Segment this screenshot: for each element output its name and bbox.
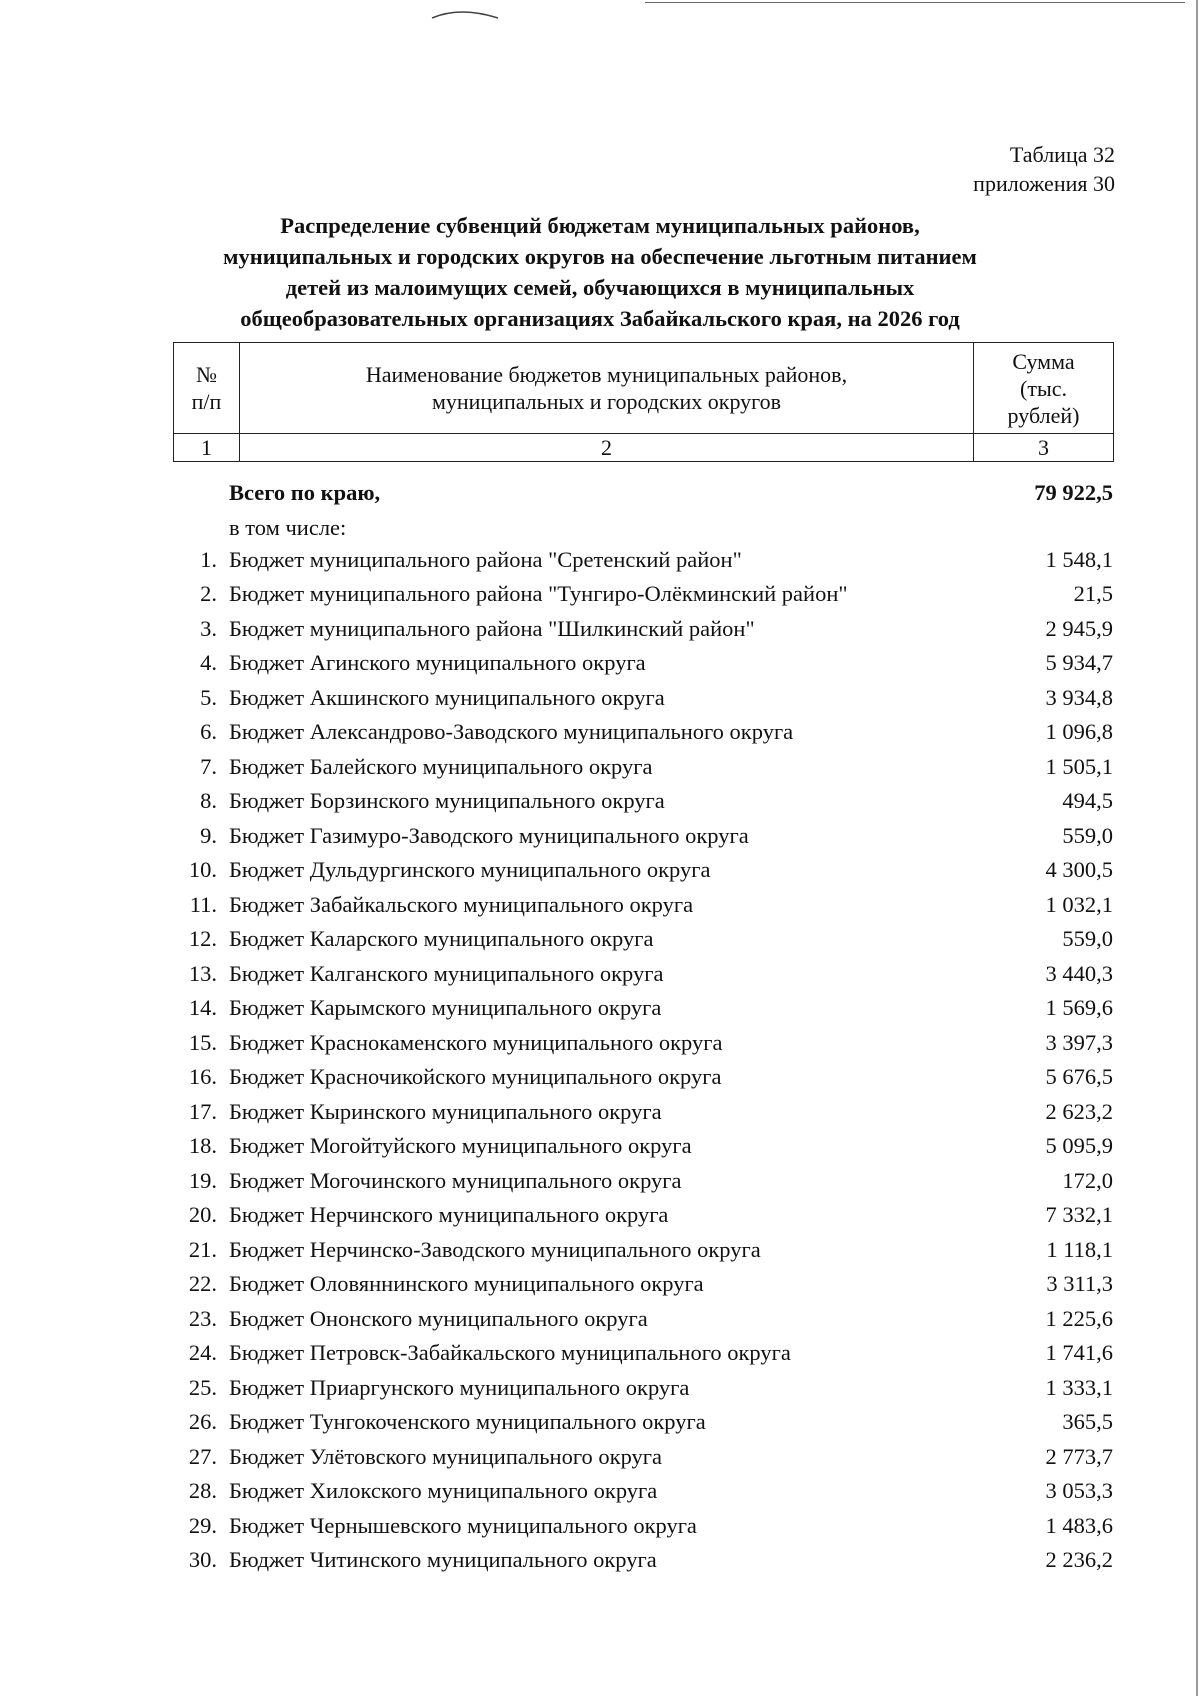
- row-name: Бюджет Ононского муниципального округа: [229, 1305, 648, 1331]
- table-row: [173, 648, 1113, 683]
- row-number: 24.: [188, 1340, 217, 1365]
- row-name: Бюджет Улётовского муниципального округа: [229, 1443, 662, 1469]
- table-row: [173, 1373, 1113, 1408]
- table-row: [173, 683, 1113, 718]
- row-name: Бюджет Нерчинско-Заводского муниципального округа: [229, 1236, 761, 1262]
- table-row: [173, 1200, 1113, 1235]
- row-number: 30.: [188, 1547, 217, 1572]
- row-amount: 559,0: [1062, 926, 1113, 951]
- row-number: 16.: [188, 1064, 217, 1089]
- row-amount: 1 483,6: [1045, 1512, 1113, 1538]
- row-name: Бюджет Забайкальского муниципального округа: [229, 891, 694, 917]
- column-number: 1: [174, 434, 240, 462]
- table-row: [173, 1235, 1113, 1270]
- row-name: Бюджет Приаргунского муниципального округа: [229, 1374, 690, 1400]
- row-number: 3.: [200, 615, 217, 641]
- table-row: [173, 855, 1113, 890]
- table-row: [173, 1476, 1113, 1511]
- row-name: Бюджет Кыринского муниципального округа: [229, 1098, 662, 1124]
- row-amount: 1 118,1: [1046, 1236, 1113, 1262]
- table-row: [173, 1338, 1113, 1373]
- table-row: [173, 1407, 1113, 1442]
- row-amount: 2 236,2: [1045, 1547, 1113, 1572]
- row-amount: 494,5: [1062, 788, 1113, 813]
- row-number: 27.: [188, 1443, 217, 1469]
- subtotal-label: в том числе:: [229, 514, 347, 540]
- title-line: детей из малоимущих семей, обучающихся в муниципальных: [285, 275, 915, 300]
- row-name: Бюджет Газимуро-Заводского муниципального округа: [229, 822, 749, 848]
- row-name: Бюджет муниципального района "Тунгиро-Олёкминский район": [229, 581, 848, 606]
- row-number: 10.: [188, 857, 217, 882]
- row-name: Бюджет Каларского муниципального округа: [229, 926, 654, 951]
- table-row: [173, 821, 1113, 856]
- row-amount: 1 225,6: [1045, 1305, 1113, 1331]
- table-row: [173, 786, 1113, 821]
- row-amount: 1 333,1: [1045, 1374, 1113, 1400]
- row-name: Бюджет муниципального района "Шилкинский район": [229, 615, 755, 641]
- title-line: Распределение субвенций бюджетам муниципальных районов,: [280, 213, 920, 238]
- row-name: Бюджет Акшинского муниципального округа: [229, 684, 665, 710]
- row-amount: 2 623,2: [1045, 1098, 1113, 1124]
- total-label: Всего по краю,: [229, 480, 381, 505]
- row-number: 7.: [200, 753, 217, 779]
- appendix-reference: приложения 30: [973, 171, 1115, 196]
- row-number: 28.: [188, 1478, 217, 1503]
- table-row: [173, 579, 1113, 614]
- row-name: Бюджет Могойтуйского муниципального округа: [229, 1133, 692, 1158]
- row-number: 14.: [188, 995, 217, 1020]
- table-row: [173, 993, 1113, 1028]
- title-line: общеобразовательных организациях Забайкальского края, на 2026 год: [240, 306, 960, 331]
- row-amount: 21,5: [1073, 581, 1113, 606]
- row-number: 13.: [188, 960, 217, 986]
- row-number: 12.: [188, 926, 217, 951]
- row-number: 5.: [200, 684, 217, 710]
- row-amount: 559,0: [1062, 822, 1113, 848]
- table-row: [173, 1442, 1113, 1477]
- row-amount: 5 934,7: [1045, 650, 1113, 675]
- row-name: Бюджет Карымского муниципального округа: [229, 995, 662, 1020]
- row-name: Бюджет Оловяннинского муниципального округа: [229, 1271, 704, 1296]
- table-row: [173, 959, 1113, 994]
- row-name: Бюджет Нерчинского муниципального округа: [229, 1202, 669, 1227]
- table-body: [173, 478, 1113, 1580]
- row-number: 4.: [200, 650, 217, 675]
- row-number: 6.: [200, 719, 217, 744]
- total-amount: 79 922,5: [1034, 480, 1113, 505]
- header-num: № п/п: [174, 343, 240, 434]
- title-line: муниципальных и городских округов на обеспечение льготным питанием: [223, 244, 977, 269]
- row-name: Бюджет Агинского муниципального округа: [229, 650, 646, 675]
- table-row: [173, 924, 1113, 959]
- row-amount: 2 773,7: [1045, 1443, 1113, 1469]
- row-name: Бюджет Читинского муниципального округа: [229, 1547, 657, 1572]
- table-row: [173, 1131, 1113, 1166]
- row-amount: 3 397,3: [1045, 1029, 1113, 1055]
- row-number: 8.: [200, 788, 217, 813]
- row-amount: 3 311,3: [1046, 1271, 1113, 1296]
- row-amount: 1 569,6: [1045, 995, 1113, 1020]
- row-amount: 1 505,1: [1045, 753, 1113, 779]
- scan-artifact-right-edge: [1196, 0, 1198, 1696]
- document-title: [160, 210, 1040, 334]
- table-row: [173, 1511, 1113, 1546]
- table-row: [173, 1166, 1113, 1201]
- row-number: 17.: [188, 1098, 217, 1124]
- table-row: [173, 717, 1113, 752]
- row-amount: 3 934,8: [1045, 684, 1113, 710]
- row-amount: 5 676,5: [1045, 1064, 1113, 1089]
- row-name: Бюджет Дульдургинского муниципального округа: [229, 857, 711, 882]
- row-number: 25.: [188, 1374, 217, 1400]
- row-number: 29.: [188, 1512, 217, 1538]
- row-name: Бюджет Чернышевского муниципального округа: [229, 1512, 697, 1538]
- row-name: Бюджет Красночикойского муниципального округа: [229, 1064, 722, 1089]
- row-number: 26.: [188, 1409, 217, 1434]
- row-amount: 1 032,1: [1045, 891, 1113, 917]
- table-row: [173, 614, 1113, 649]
- row-number: 11.: [189, 891, 217, 917]
- row-amount: 1 096,8: [1045, 719, 1113, 744]
- row-amount: 172,0: [1062, 1167, 1113, 1193]
- row-number: 18.: [188, 1133, 217, 1158]
- header-name: Наименование бюджетов муниципальных районов, муниципальных и городских округов: [240, 343, 974, 434]
- column-number: 3: [974, 434, 1114, 462]
- row-amount: 3 440,3: [1045, 960, 1113, 986]
- row-name: Бюджет Калганского муниципального округа: [229, 960, 664, 986]
- row-number: 1.: [200, 546, 217, 572]
- column-number-row: [174, 434, 1114, 462]
- row-number: 20.: [188, 1202, 217, 1227]
- row-amount: 1 548,1: [1045, 546, 1113, 572]
- table-row: [173, 1304, 1113, 1339]
- row-amount: 1 741,6: [1045, 1340, 1113, 1365]
- scan-artifact-top-line: [645, 2, 1185, 3]
- total-row: [173, 478, 1113, 513]
- header-row: [174, 343, 1114, 434]
- table-header: [173, 342, 1114, 462]
- subtotal-row: [173, 513, 1113, 545]
- table-row: [173, 1269, 1113, 1304]
- row-number: 2.: [200, 581, 217, 606]
- row-name: Бюджет Краснокаменского муниципального округа: [229, 1029, 723, 1055]
- row-amount: 3 053,3: [1045, 1478, 1113, 1503]
- row-name: Бюджет Тунгокоченского муниципального округа: [229, 1409, 706, 1434]
- table-row: [173, 890, 1113, 925]
- row-name: Бюджет Петровск-Забайкальского муниципального округа: [229, 1340, 791, 1365]
- row-amount: 7 332,1: [1045, 1202, 1113, 1227]
- row-amount: 5 095,9: [1045, 1133, 1113, 1158]
- table-row: [173, 545, 1113, 580]
- scan-artifact-arc: [430, 4, 500, 22]
- row-number: 19.: [188, 1167, 217, 1193]
- row-number: 9.: [200, 822, 217, 848]
- row-amount: 4 300,5: [1045, 857, 1113, 882]
- table-row: [173, 752, 1113, 787]
- table-row: [173, 1062, 1113, 1097]
- table-row: [173, 1028, 1113, 1063]
- row-number: 22.: [188, 1271, 217, 1296]
- row-number: 15.: [188, 1029, 217, 1055]
- row-name: Бюджет Балейского муниципального округа: [229, 753, 653, 779]
- row-name: Бюджет Борзинского муниципального округа: [229, 788, 665, 813]
- table-row: [173, 1545, 1113, 1580]
- row-number: 21.: [188, 1236, 217, 1262]
- row-amount: 2 945,9: [1045, 615, 1113, 641]
- column-number: 2: [240, 434, 974, 462]
- header-sum: Сумма (тыс. рублей): [974, 343, 1114, 434]
- row-amount: 365,5: [1062, 1409, 1113, 1434]
- row-number: 23.: [188, 1305, 217, 1331]
- row-name: Бюджет Александрово-Заводского муниципального округа: [229, 719, 794, 744]
- row-name: Бюджет Хилокского муниципального округа: [229, 1478, 658, 1503]
- row-name: Бюджет муниципального района "Сретенский район": [229, 546, 742, 572]
- table-reference: Таблица 32: [1009, 142, 1115, 167]
- row-name: Бюджет Могочинского муниципального округа: [229, 1167, 682, 1193]
- table-row: [173, 1097, 1113, 1132]
